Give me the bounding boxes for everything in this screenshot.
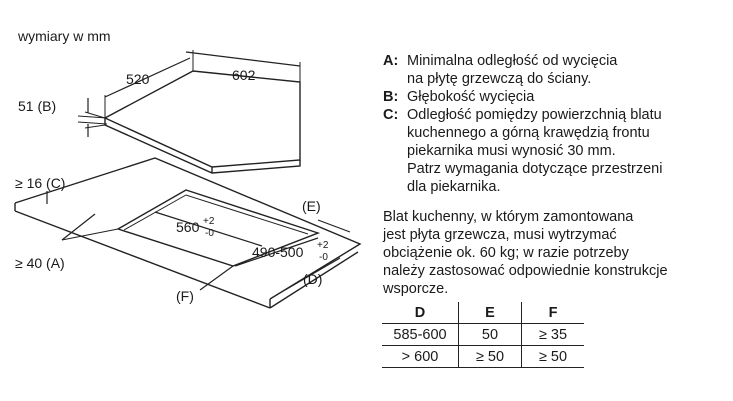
cooktop-height-label: 51 (B)	[18, 98, 57, 114]
table-cell: ≥ 50	[522, 346, 585, 368]
legend-line: piekarnika musi wynosić 30 mm.	[407, 143, 616, 159]
height-b-ext-bottom	[78, 122, 107, 124]
dim-a-ext	[62, 229, 118, 240]
dim-d-label: (D)	[303, 271, 323, 287]
table-cell: ≥ 35	[522, 324, 585, 346]
cooktop-width-label: 602	[232, 67, 256, 83]
table-header-e: E	[459, 302, 522, 324]
clearance-table	[382, 302, 584, 368]
dim-e-line	[318, 220, 350, 232]
dim-a-line	[62, 214, 95, 240]
dim-e-label: (E)	[302, 198, 321, 214]
support-line: należy zastosować odpowiednie konstrukcje	[383, 263, 668, 279]
table-header-f: F	[522, 302, 585, 324]
legend-text-c	[407, 106, 728, 196]
table-row	[382, 346, 584, 368]
width-dim-line	[186, 52, 300, 66]
table-cell: 585-600	[382, 324, 459, 346]
support-line: wsporcze.	[383, 281, 449, 297]
support-note	[383, 208, 728, 298]
dim-a-label: ≥ 40 (A)	[15, 255, 65, 271]
table-header-row	[382, 302, 584, 324]
legend-item-b	[383, 88, 728, 106]
legend-line: dla piekarnika.	[407, 179, 501, 195]
table-cell: ≥ 50	[459, 346, 522, 368]
dim-f-label: (F)	[176, 288, 194, 304]
table-cell: 50	[459, 324, 522, 346]
legend	[383, 52, 728, 196]
support-line: Blat kuchenny, w którym zamontowana	[383, 209, 634, 225]
dim-c-label: ≥ 16 (C)	[15, 175, 66, 191]
table-row	[382, 324, 584, 346]
units-label: wymiary w mm	[18, 28, 111, 44]
support-line: obciążenie ok. 60 kg; w razie potrzeby	[383, 245, 629, 261]
legend-line: Głębokość wycięcia	[407, 89, 535, 105]
cutout-width-label: 560	[176, 219, 200, 235]
dim-f-line	[200, 266, 233, 290]
legend-line: kuchennego a górną krawędzią frontu	[407, 125, 650, 141]
cutout-depth-tol-minus: -0	[319, 252, 328, 263]
legend-line: Minimalna odległość od wycięcia	[407, 53, 618, 69]
legend-key-b: B:	[383, 89, 399, 105]
legend-text-a	[407, 52, 728, 88]
legend-key-a: A:	[383, 53, 399, 69]
legend-line: Odległość pomiędzy powierzchnią blatu	[407, 107, 662, 123]
cutout-width-tol-plus: +2	[203, 216, 215, 227]
legend-key-c: C:	[383, 107, 399, 123]
legend-line: Patrz wymagania dotyczące przestrzeni	[407, 161, 663, 177]
legend-item-c	[383, 106, 728, 196]
cutout-depth-tol-plus: +2	[317, 240, 329, 251]
legend-line: na płytę grzewczą do ściany.	[407, 71, 592, 87]
legend-item-a	[383, 52, 728, 88]
cutout-depth-label: 490-500	[252, 244, 304, 260]
cooktop-depth-label: 520	[126, 71, 150, 87]
legend-text-b	[407, 88, 728, 106]
table-header-d: D	[382, 302, 459, 324]
table-cell: > 600	[382, 346, 459, 368]
support-line: jest płyta grzewcza, musi wytrzymać	[383, 227, 617, 243]
cutout-width-tol-minus: -0	[205, 228, 214, 239]
